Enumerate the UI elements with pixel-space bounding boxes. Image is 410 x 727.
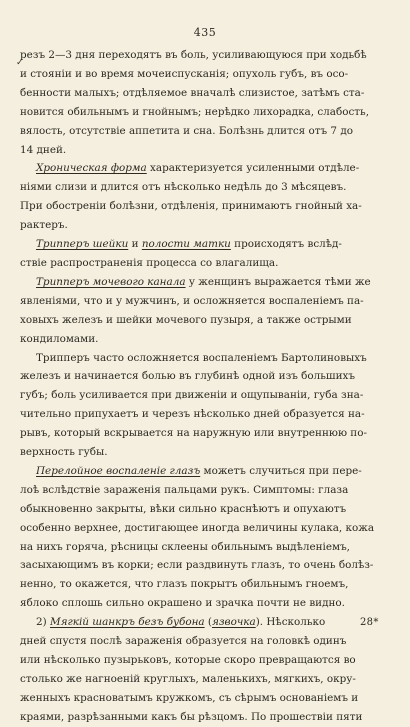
eyes-paragraph-start <box>20 462 388 481</box>
chancre-number: 2) <box>36 616 50 629</box>
chronic-form-heading: Хроническая форма <box>36 162 147 175</box>
text-line: явленіями, что и у мужчинъ, и осложняется воспаленіемъ па- <box>20 294 364 307</box>
chronic-form-paragraph-start <box>20 159 388 178</box>
text-line: дней спустя послѣ зараженія образуется на головкѣ одинъ <box>20 635 347 648</box>
text-line: ніями слизи и длится отъ нѣсколько недѣль до 3 мѣсяцевъ. <box>20 181 347 194</box>
text-line: ховыхъ железъ и шейки мочевого пузыря, а также острыми <box>20 313 352 326</box>
text-line: Трипперъ часто осложняется воспаленіемъ Бартолиновыхъ <box>36 351 367 364</box>
text-line: столько же нагноеній круглыхъ, маленькихъ, мягкихъ, окру- <box>20 672 356 685</box>
urethra-heading: Трипперъ мочевого канала <box>36 275 186 288</box>
text-line: и стояніи и во время мочеиспусканія; опухоль губъ, въ осо- <box>20 67 349 80</box>
page-number: 435 <box>193 26 217 39</box>
cervix-heading: Трипперъ шейки <box>36 238 129 251</box>
text-line: ненно, то окажется, что глазъ покрытъ обильнымъ гноемъ, <box>20 578 349 591</box>
urethra-text: у женщинъ выражается тѣми же <box>185 275 371 288</box>
eyes-heading: Перелойное воспаленіе глазъ <box>36 464 201 477</box>
text-line: яблоко сплошь сильно окрашено и зрачка почти не видно. <box>20 597 345 610</box>
urethra-paragraph-start <box>20 273 388 292</box>
eyes-text: можетъ случиться при пере- <box>200 464 362 477</box>
chancre-alt-name: язвочка <box>211 616 256 629</box>
text-line: верхность губы. <box>20 446 108 459</box>
cervix-text: происходятъ вслѣд- <box>230 238 342 251</box>
text-line: или нѣсколько пузырьковъ, которые скоро превращаются во <box>20 654 356 666</box>
text-line: засыхающимъ въ корки; если раздвинуть глазъ, то очень болѣз- <box>20 559 374 572</box>
text-line: рывъ, который вскрывается на наружную или внутреннюю по- <box>20 427 367 440</box>
text-line: чительно припухаетъ и черезъ нѣсколько дней образуется на- <box>20 408 365 421</box>
text-line: на нихъ горяча, рѣсницы склеены обильнымъ выдѣленіемъ, <box>20 540 350 553</box>
text-line: особенно верхнее, достигающее иногда величины кулака, кожа <box>20 521 375 534</box>
text-line: При обостреніи болѣзни, отдѣленія, принимаютъ гнойный ха- <box>20 200 362 213</box>
text-line: кондиломами. <box>20 332 99 345</box>
body-text <box>20 46 388 727</box>
chancre-paren-open: ( <box>204 616 212 629</box>
chancre-paren-close: ). Нѣсколько <box>255 616 326 629</box>
signature-mark: 28* <box>360 617 379 628</box>
uterus-heading: полости матки <box>141 238 231 251</box>
cervix-paragraph-start <box>20 235 388 254</box>
text-line: новится обильнымъ и гнойнымъ; нерѣдко лихорадка, слабость, <box>20 105 370 118</box>
text-line: женныхъ красноватымъ кружкомъ, съ сѣрымъ основаніемъ и <box>20 691 359 704</box>
text-line: вялость, отсутствіе аппетита и сна. Болѣзнь длится отъ 7 до <box>20 124 354 137</box>
chancre-paragraph-start <box>20 613 388 632</box>
text-line: краями, разрѣзанными какъ бы рѣзцомъ. По прошествіи пяти <box>20 710 363 723</box>
text-line: бенности малыхъ; отдѣляемое вначалѣ слизистое, затѣмъ ста- <box>20 86 365 99</box>
text-line: железъ и начинается болью въ глубинѣ одной изъ большихъ <box>20 370 355 383</box>
text-line: рактеръ. <box>20 219 68 232</box>
text-line: 14 дней. <box>20 143 67 156</box>
chronic-form-text: характеризуется усиленными отдѣле- <box>146 162 360 175</box>
text-line: резъ 2—3 дня переходятъ въ боль, усиливающуюся при ходьбѣ <box>20 49 367 61</box>
cervix-conjunction: и <box>128 238 142 251</box>
text-line: губъ; боль усиливается при движеніи и ощупываніи, губа зна- <box>20 389 364 402</box>
text-line: лоѣ вслѣдствіе зараженія пальцами рукъ. Симптомы: глаза <box>20 483 349 496</box>
ink-speck-mark: ✓ <box>16 58 24 68</box>
chancre-heading: Мягкій шанкръ безъ бубона <box>49 616 205 629</box>
text-line: обыкновенно закрыты, вѣки сильно краснѣютъ и опухаютъ <box>20 502 347 515</box>
text-line: ствіе распространенія процесса со влагалища. <box>20 256 279 269</box>
